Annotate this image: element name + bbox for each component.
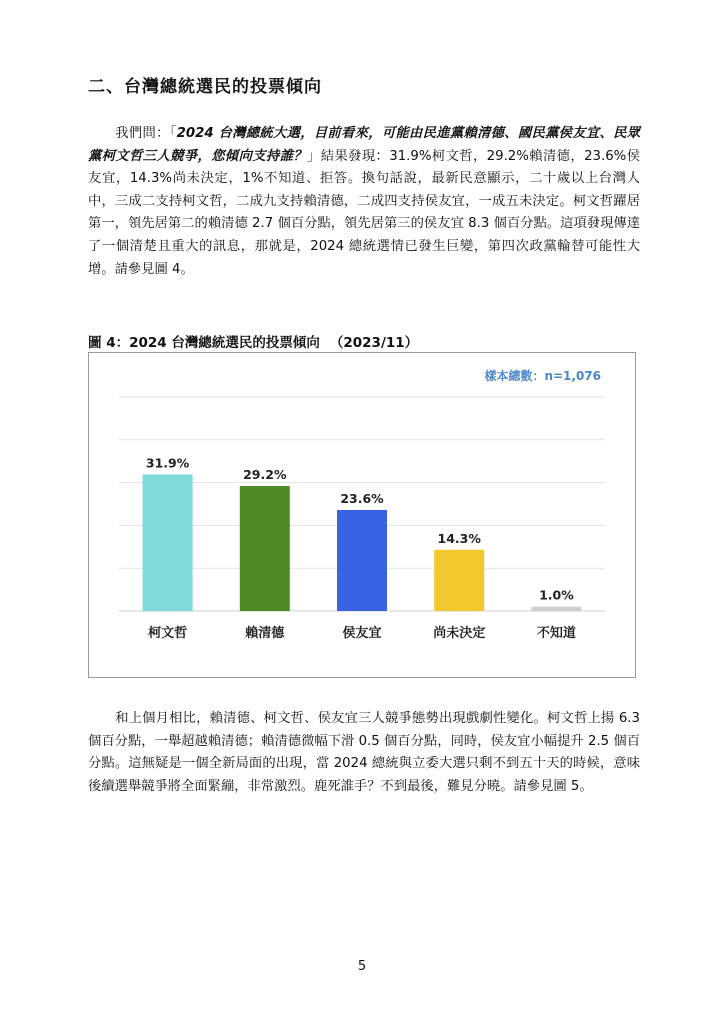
comparison-text: 和上個月相比，賴清德、柯文哲、侯友宜三人競爭態勢出現戲劇性變化。柯文哲上揚 6.3 個百分點，一舉超越賴清德；賴清德微幅下滑 0.5 個百分點，同時，侯友宜小幅提升 2.5 個百分點。這無疑是一個全新局面的出現，當 2024 總統與立委大選只剩不到五十天的時候，意味後續選舉競爭將全面緊繃，非常激烈。鹿死誰手？不到最後，難見分曉。請參見圖 5。 — [88, 711, 640, 794]
category-label: 侯友宜 — [342, 626, 382, 641]
chart-frame — [88, 352, 636, 678]
bar-chart — [89, 353, 635, 677]
figure-caption-title: 圖 4：2024 台灣總統選民的投票傾向 — [88, 335, 320, 351]
question-lead: 我們問：「 — [115, 126, 177, 141]
data-label: 1.0% — [539, 587, 574, 603]
data-label: 29.2% — [243, 467, 287, 483]
category-label: 柯文哲 — [148, 626, 188, 641]
survey-question: 2024 台灣總統大選，目前看來，可能由民進黨賴清德、國民黨侯友宜、民眾黨柯文哲三人競爭，您傾向支持誰？ — [88, 126, 640, 164]
sample-size-note: 樣本總數：n=1,076 — [484, 369, 601, 383]
category-label: 不知道 — [536, 626, 576, 641]
bar-5 — [531, 607, 581, 611]
bar-2 — [240, 486, 290, 611]
figure-caption — [88, 331, 418, 351]
paragraph-comparison — [88, 708, 640, 798]
bar-1 — [143, 474, 193, 611]
paragraph-survey-question — [88, 123, 640, 281]
bar-4 — [434, 550, 484, 611]
page-number: 5 — [357, 959, 367, 974]
survey-results-text: 」結果發現：31.9%柯文哲，29.2%賴清德，23.6%侯友宜，14.3%尚未決定，1%不知道、拒答。換句話說，最新民意顯示，二十歲以上台灣人中，三成二支持柯文哲，二成九支持賴清德，二成四支持侯友宜，一成五未決定。柯文哲躍居第一，領先居第二的賴清德 2.7 個百分點，領先居第三的侯友宜 8.3 個百分點。這項發現傳達了一個清楚且重大的訊息，那就是，2024 總統選情已發生巨變，第四次政黨輪替可能性大增。請參見圖 4。 — [88, 148, 640, 277]
figure-caption-date: （2023/11） — [329, 335, 419, 351]
data-label: 14.3% — [437, 530, 481, 546]
data-label: 23.6% — [340, 490, 384, 506]
section-title: 二、台灣總統選民的投票傾向 — [88, 77, 322, 97]
category-label: 尚未決定 — [433, 626, 486, 641]
data-label: 31.9% — [145, 455, 190, 471]
category-label: 賴清德 — [245, 626, 285, 641]
bar-3 — [337, 510, 387, 611]
